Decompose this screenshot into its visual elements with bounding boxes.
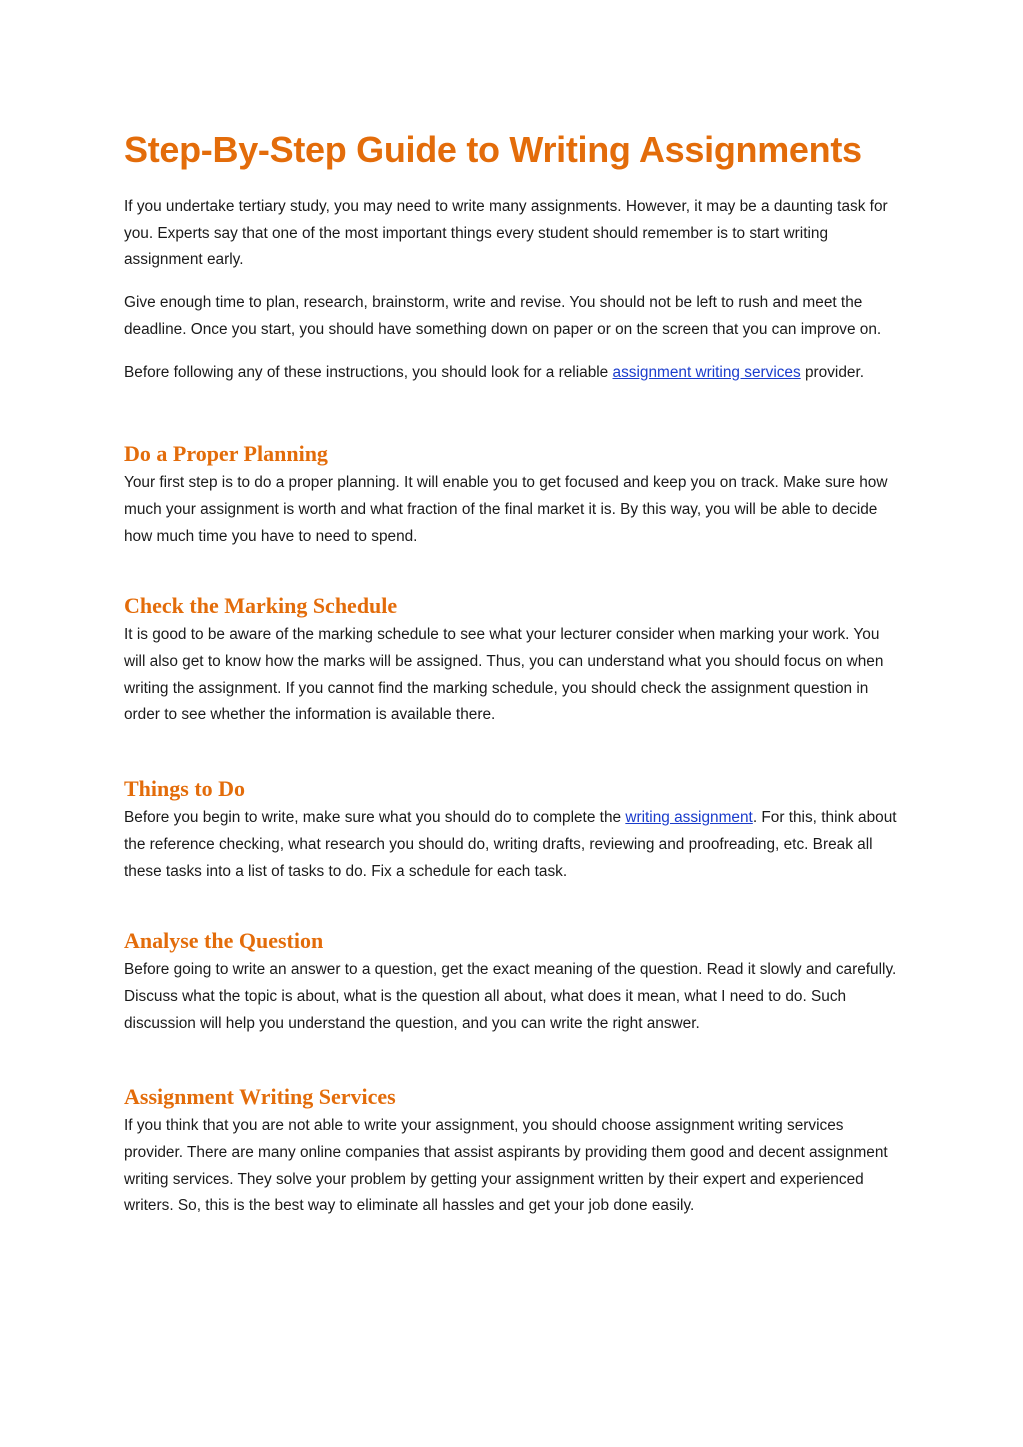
section-heading-analyse-question: Analyse the Question xyxy=(124,928,324,954)
writing-assignment-link[interactable]: writing assignment xyxy=(625,809,753,827)
section-body-things-to-do xyxy=(124,805,904,885)
section-planning xyxy=(124,440,904,550)
section-marking-schedule xyxy=(124,592,904,729)
section-heading-writing-services: Assignment Writing Services xyxy=(124,1084,396,1110)
intro-paragraph-3-text: Before following any of these instructions, you should look for a reliable xyxy=(124,363,613,381)
section-body-things-to-do-text: Before you begin to write, make sure what you should do to complete the xyxy=(124,809,626,827)
section-heading-things-to-do: Things to Do xyxy=(124,776,246,802)
section-body-writing-services: If you think that you are not able to write your assignment, you should choose assignment writing services provider. There are many online companies that assist aspirants by providing them good and decent assignment writing services. They solve your problem by getting your assignment written by their expert and experienced writers. So, this is the best way to eliminate all hassles and get your job done easily. xyxy=(124,1117,888,1215)
section-analyse-question xyxy=(124,927,904,1037)
document-content xyxy=(124,128,904,1220)
section-heading-planning: Do a Proper Planning xyxy=(124,441,328,467)
intro-paragraph-1: If you undertake tertiary study, you may need to write many assignments. However, it may be a daunting task for you. Experts say that one of the most important things every student should remember is to start writing assignment early. xyxy=(124,198,888,269)
assignment-writing-services-link[interactable]: assignment writing services xyxy=(612,363,801,381)
section-body-analyse-question: Before going to write an answer to a question, get the exact meaning of the question. Read it slowly and carefully. Discuss what the topic is about, what is the question all about, what does it mean, what I need to do. Such discussion will help you understand the question, and you can write the right answer. xyxy=(124,961,897,1032)
section-body-planning: Your first step is to do a proper planning. It will enable you to get focused and keep you on track. Make sure how much your assignment is worth and what fraction of the final market it is. By this way, you will be able to decide how much time you have to need to spend. xyxy=(124,474,888,545)
page-title: Step-By-Step Guide to Writing Assignments xyxy=(124,129,862,170)
section-body-marking-schedule: It is good to be aware of the marking schedule to see what your lecturer consider when marking your work. You will also get to know how the marks will be assigned. Thus, you can understand what you should focus on when writing the assignment. If you cannot find the marking schedule, you should check the assignment question in order to see whether the information is available there. xyxy=(124,626,884,724)
section-body-things-to-do-tail: . For this, think about the reference checking, what research you should do, writing drafts, reviewing and proofreading, etc. Break all these tasks into a list of tasks to do. Fix a schedule for each task. xyxy=(124,809,897,880)
intro-paragraph-3-tail: provider. xyxy=(800,363,865,381)
section-heading-marking-schedule: Check the Marking Schedule xyxy=(124,593,398,619)
section-things-to-do xyxy=(124,775,904,885)
section-writing-services xyxy=(124,1083,904,1220)
intro-paragraph-2: Give enough time to plan, research, brainstorm, write and revise. You should not be left to rush and meet the deadline. Once you start, you should have something down on paper or on the screen that you can improve on. xyxy=(124,294,882,338)
intro-paragraph-3 xyxy=(124,360,904,387)
